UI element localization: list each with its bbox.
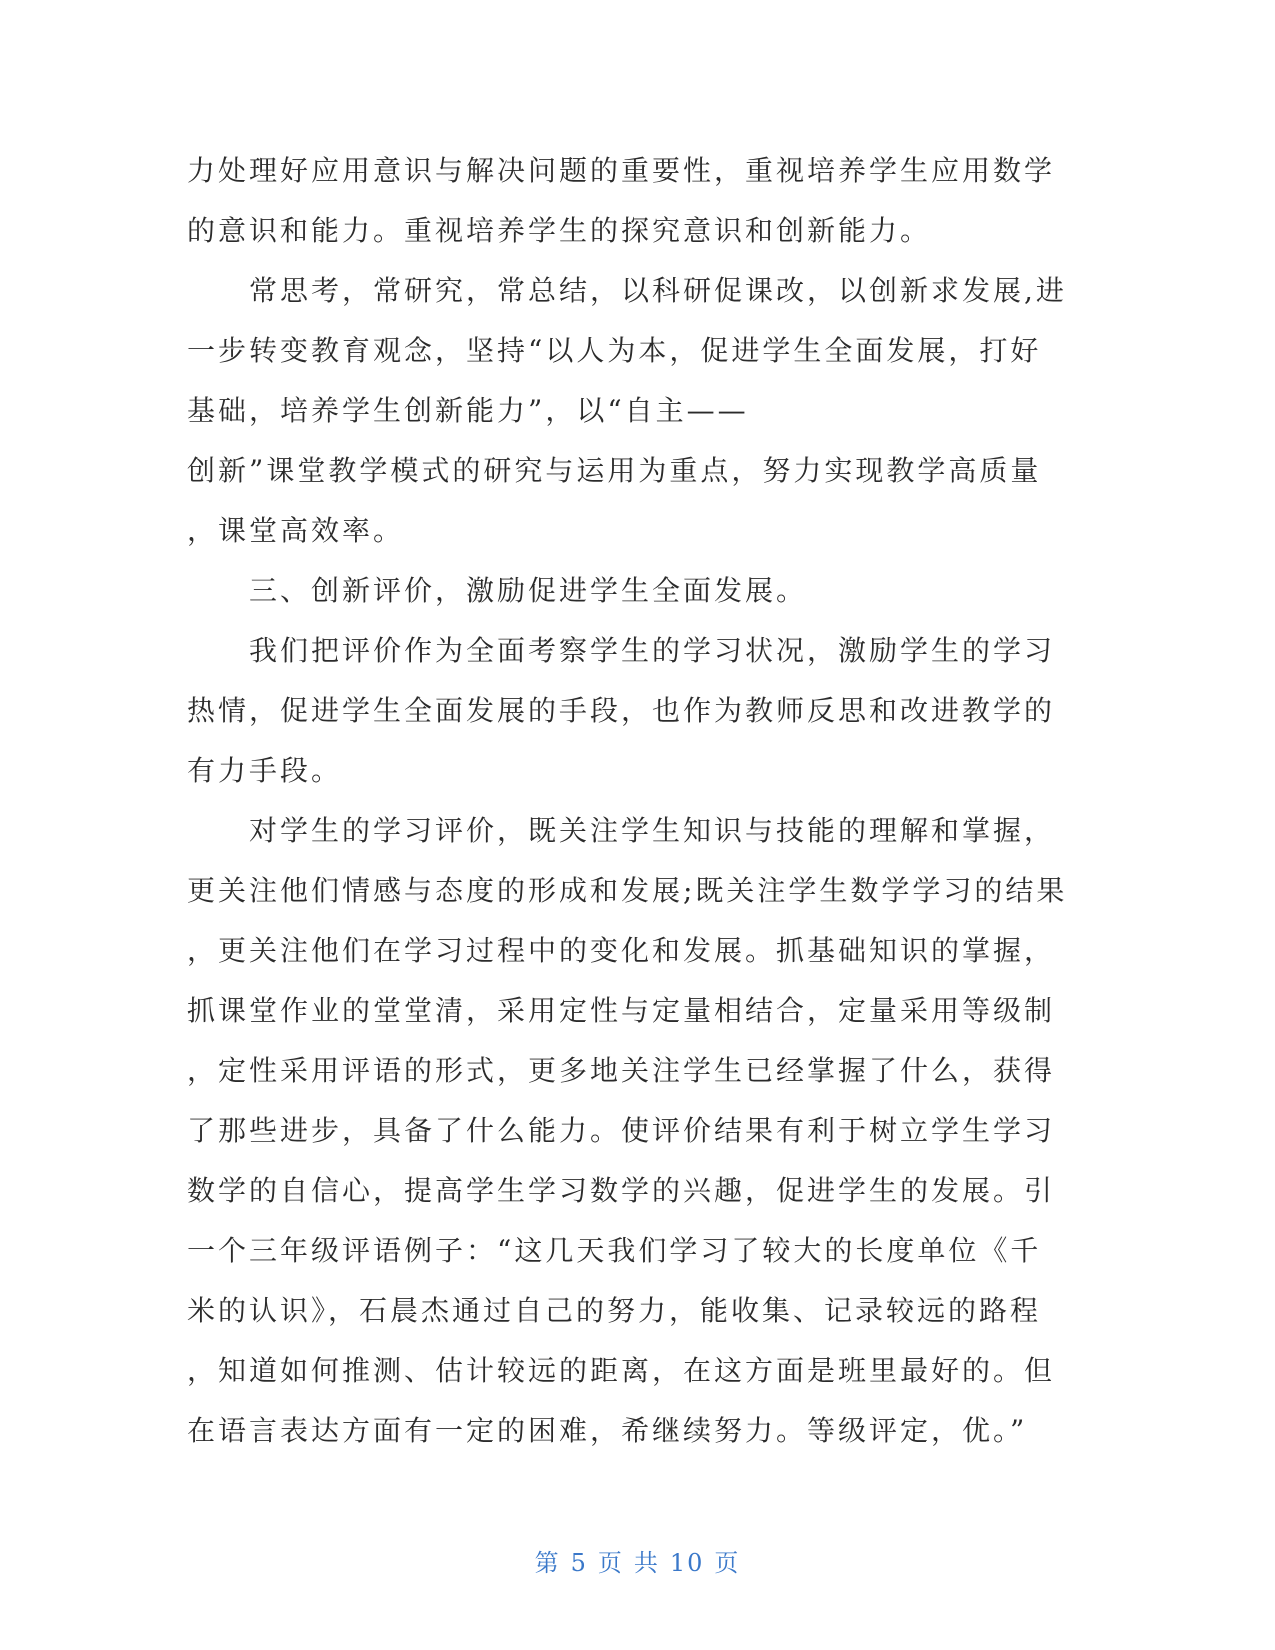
text-line: 创新”课堂教学模式的研究与运用为重点，努力实现教学高质量 — [187, 454, 1042, 487]
text-line: 常思考，常研究，常总结，以科研促课改，以创新求发展,进 — [249, 274, 1067, 307]
document-body — [187, 141, 1087, 1461]
text-line: 数学的自信心，提高学生学习数学的兴趣，促进学生的发展。引 — [187, 1174, 1056, 1207]
text-line: ，知道如何推测、估计较远的距离，在这方面是班里最好的。但 — [187, 1354, 1056, 1387]
text-line: 了那些进步，具备了什么能力。使评价结果有利于树立学生学习 — [187, 1114, 1056, 1147]
text-line: 有力手段。 — [187, 754, 343, 787]
text-line: 的意识和能力。重视培养学生的探究意识和创新能力。 — [187, 214, 932, 247]
section-heading: 三、创新评价，激励促进学生全面发展。 — [249, 574, 808, 607]
footer-current-page: 5 — [570, 1549, 588, 1577]
page-footer — [0, 1543, 1275, 1578]
text-line: 基础，培养学生创新能力”，以“自主—— — [187, 394, 749, 427]
text-line: 在语言表达方面有一定的困难，希继续努力。等级评定，优。” — [187, 1414, 1028, 1447]
footer-total-word: 共 — [633, 1549, 660, 1577]
footer-page-word: 页 — [597, 1549, 624, 1577]
text-line: 抓课堂作业的堂堂清，采用定性与定量相结合，定量采用等级制 — [187, 994, 1056, 1027]
text-line: ，定性采用评语的形式，更多地关注学生已经掌握了什么，获得 — [187, 1054, 1056, 1087]
footer-suffix: 页 — [714, 1549, 741, 1577]
text-line: 一个三年级评语例子：“这几天我们学习了较大的长度单位《千 — [187, 1234, 1042, 1267]
footer-prefix: 第 — [534, 1549, 561, 1577]
text-line: 更关注他们情感与态度的形成和发展;既关注学生数学学习的结果 — [187, 874, 1068, 907]
text-line: 力处理好应用意识与解决问题的重要性，重视培养学生应用数学 — [187, 154, 1056, 187]
text-line: 米的认识》，石晨杰通过自己的努力，能收集、记录较远的路程 — [187, 1294, 1042, 1327]
text-line: 对学生的学习评价，既关注学生知识与技能的理解和掌握， — [249, 814, 1056, 847]
footer-total-pages: 10 — [669, 1549, 705, 1577]
text-line: 热情，促进学生全面发展的手段，也作为教师反思和改进教学的 — [187, 694, 1056, 727]
text-line: 一步转变教育观念，坚持“以人为本，促进学生全面发展，打好 — [187, 334, 1042, 367]
text-line: ，课堂高效率。 — [187, 514, 405, 547]
text-line: ，更关注他们在学习过程中的变化和发展。抓基础知识的掌握， — [187, 934, 1056, 967]
text-line: 我们把评价作为全面考察学生的学习状况，激励学生的学习 — [249, 634, 1056, 667]
